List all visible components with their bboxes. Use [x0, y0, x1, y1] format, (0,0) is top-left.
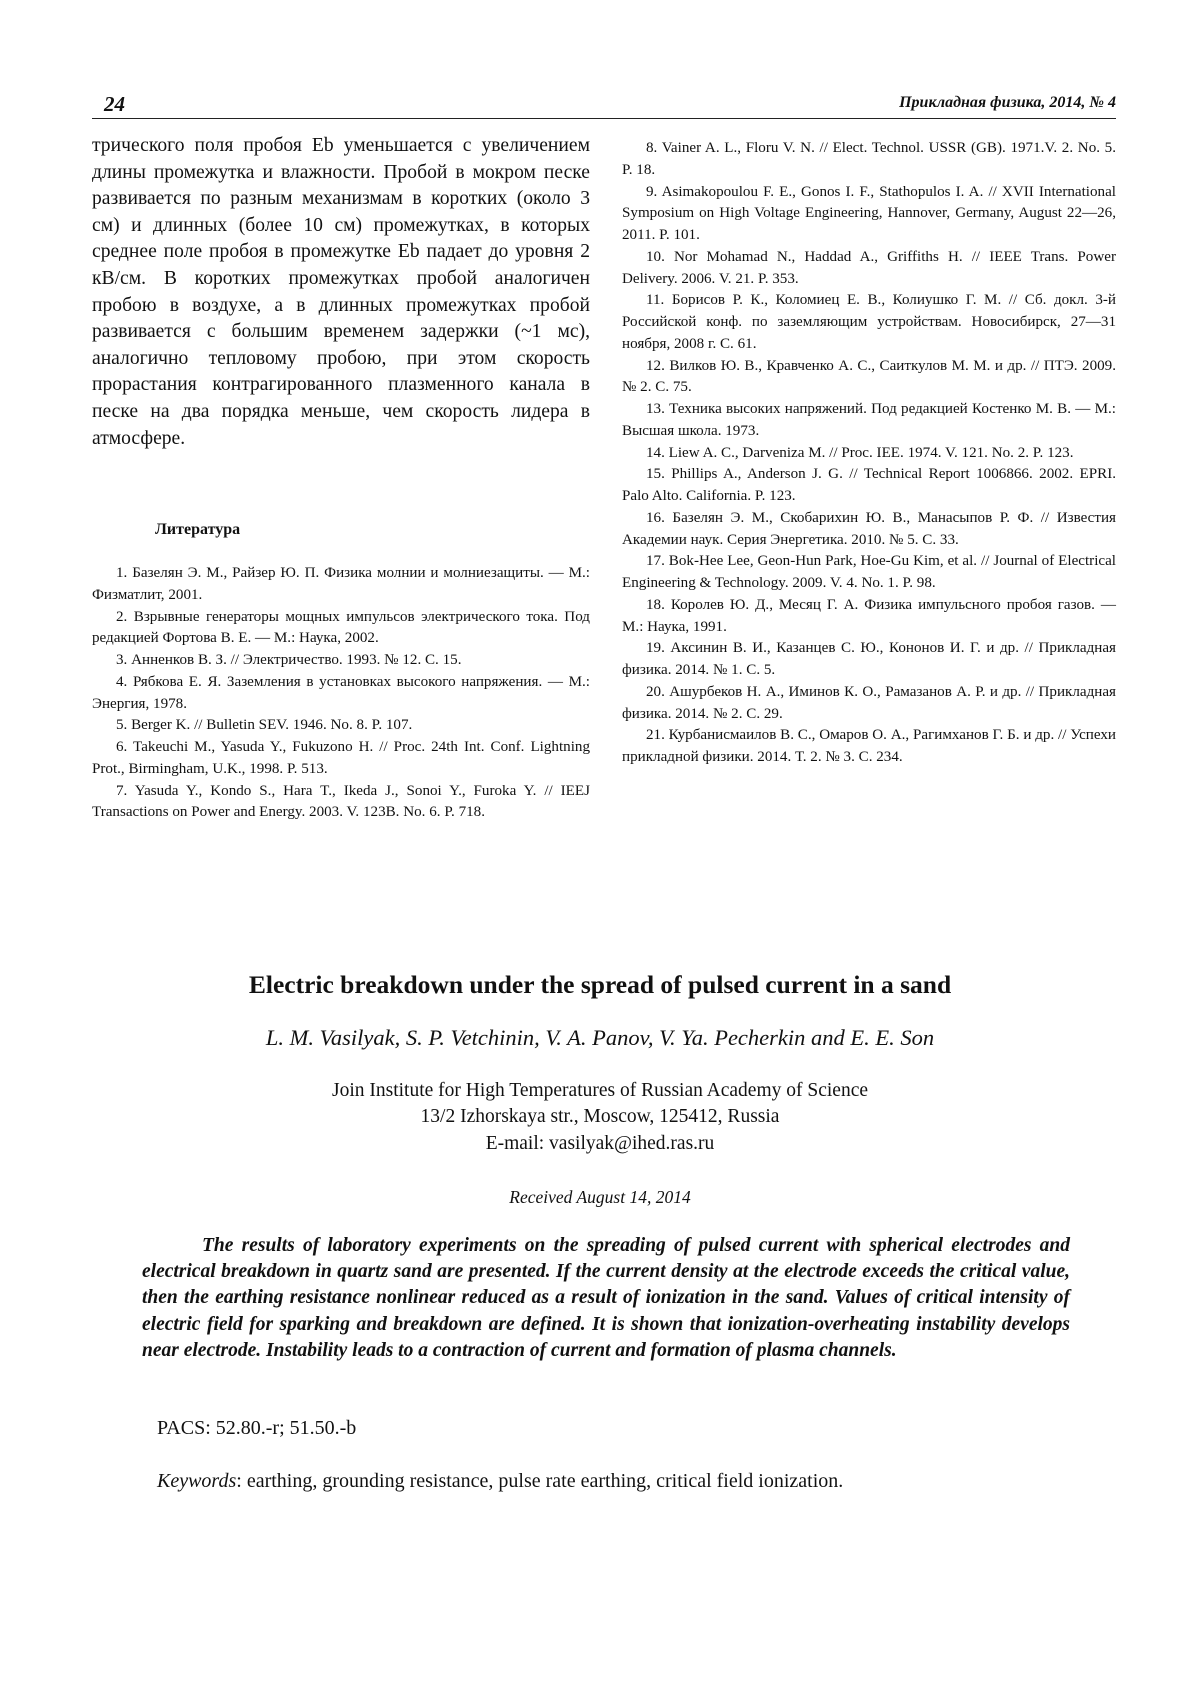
- pacs-codes: PACS: 52.80.-r; 51.50.-b: [157, 1417, 357, 1439]
- reference-item: 2. Взрывные генераторы мощных импульсов электрического тока. Под редакцией Фортова В. Е. — М.: Наука, 2002.: [92, 608, 590, 647]
- body-text-paragraph: трического поля пробоя Eb уменьшается с увеличением длины промежутка и влажности. Пробой в мокром песке развивается по разным механизмам в коротких (около 3 см) и длинных (более 10 см) промежутках, в которых среднее поле пробоя в промежутке Eb падает до уровня 2 кВ/см. В коротких промежутках пробой аналогичен пробою в воздухе, а в длинных промежутках пробой развивается с большим временем задержки (~1 мс), аналогично тепловому пробою, при этом скорость прорастания контрагированного плазменного канала в песке на два порядка меньше, чем скорость лидера в атмосфере.: [92, 135, 590, 449]
- reference-list-left: [92, 563, 590, 824]
- reference-item: 19. Аксинин В. И., Казанцев С. Ю., Кононов И. Г. и др. // Прикладная физика. 2014. № 1. С. 5.: [622, 640, 1116, 678]
- english-title: Electric breakdown under the spread of pulsed current in a sand: [248, 970, 952, 999]
- reference-item: 11. Борисов Р. К., Коломиец Е. В., Колиушко Г. М. // Сб. докл. 3-й Российской конф. по заземляющим устройствам. Новосибирск, 27—31 ноября, 2008 г. С. 61.: [622, 292, 1116, 352]
- received-date: Received August 14, 2014: [509, 1187, 691, 1207]
- running-header: [92, 90, 1116, 119]
- reference-item: 3. Анненков В. З. // Электричество. 1993. № 12. С. 15.: [116, 652, 462, 668]
- affiliation-email: E-mail: vasilyak@ihed.ras.ru: [485, 1132, 715, 1154]
- reference-item: 18. Королев Ю. Д., Месяц Г. А. Физика импульсного пробоя газов. — М.: Наука, 1991.: [622, 596, 1116, 635]
- page-number: 24: [104, 92, 125, 116]
- reference-item: 13. Техника высоких напряжений. Под редакцией Костенко М. В. — М.: Высшая школа. 1973.: [622, 401, 1116, 439]
- references-heading: Литература: [155, 521, 241, 538]
- reference-list-right: [622, 138, 1116, 769]
- reference-item: 8. Vainer A. L., Floru V. N. // Elect. Technol. USSR (GB). 1971.V. 2. No. 5. P. 18.: [622, 140, 1116, 178]
- reference-item: 16. Базелян Э. М., Скобарихин Ю. В., Манасыпов Р. Ф. // Известия Академии наук. Серия Энергетика. 2010. № 5. С. 33.: [622, 509, 1116, 548]
- keywords-line: [157, 1470, 843, 1493]
- journal-name: Прикладная физика, 2014, № 4: [899, 94, 1116, 111]
- keywords-text: : earthing, grounding resistance, pulse rate earthing, critical field ionization.: [236, 1470, 844, 1492]
- reference-item: 21. Курбанисмаилов В. С., Омаров О. А., Рагимханов Г. Б. и др. // Успехи прикладной физики. 2014. Т. 2. № 3. С. 234.: [622, 727, 1116, 765]
- reference-item: 15. Phillips A., Anderson J. G. // Technical Report 1006866. 2002. EPRI. Palo Alto. California. P. 123.: [622, 466, 1116, 504]
- reference-item: 14. Liew A. C., Darveniza M. // Proc. IEE. 1974. V. 121. No. 2. P. 123.: [646, 444, 1074, 461]
- keywords-label: Keywords: [157, 1470, 237, 1492]
- abstract: The results of laboratory experiments on the spreading of pulsed current with spherical electrodes and electrical breakdown in quartz sand are presented. If the current density at the electrode exceeds the critical value, then the earthing resistance nonlinear reduced as a result of ionization in the sand. Values of critical intensity of electric field for sparking and breakdown are defined. It is shown that ionization-overheating instability develops near electrode. Instability leads to a contraction of current and formation of plasma channels.: [142, 1235, 1070, 1361]
- reference-item: 12. Вилков Ю. В., Кравченко А. С., Саиткулов М. М. и др. // ПТЭ. 2009. № 2. С. 75.: [622, 357, 1116, 396]
- reference-item: 10. Nor Mohamad N., Haddad A., Griffiths H. // IEEE Trans. Power Delivery. 2006. V. 21. P. 353.: [622, 248, 1116, 287]
- reference-item: 20. Ашурбеков Н. А., Иминов К. О., Рамазанов А. Р. и др. // Прикладная физика. 2014. № 2. С. 29.: [622, 683, 1116, 722]
- reference-item: 7. Yasuda Y., Kondo S., Hara T., Ikeda J., Sonoi Y., Furoka Y. // IEEJ Transactions on Power and Energy. 2003. V. 123B. No. 6. P. 718.: [92, 782, 590, 821]
- reference-item: 6. Takeuchi M., Yasuda Y., Fukuzono H. // Proc. 24th Int. Conf. Lightning Prot., Birmingham, U.K., 1998. P. 513.: [92, 739, 590, 777]
- reference-item: 1. Базелян Э. М., Райзер Ю. П. Физика молнии и молниезащиты. — М.: Физматлит, 2001.: [92, 565, 590, 603]
- reference-item: 5. Berger K. // Bulletin SEV. 1946. No. 8. P. 107.: [116, 717, 413, 734]
- english-authors: L. M. Vasilyak, S. P. Vetchinin, V. A. Panov, V. Ya. Pecherkin and E. E. Son: [265, 1025, 935, 1050]
- affiliation-block: [0, 1078, 1200, 1157]
- affiliation-institute: Join Institute for High Temperatures of Russian Academy of Science: [331, 1080, 869, 1101]
- reference-item: 9. Asimakopoulou F. E., Gonos I. F., Stathopulos I. A. // XVII International Symposium on High Voltage Engineering, Hannover, Germany, August 22—26, 2011. P. 101.: [622, 183, 1116, 243]
- affiliation-address: 13/2 Izhorskaya str., Moscow, 125412, Russia: [420, 1106, 780, 1128]
- reference-item: 4. Рябкова Е. Я. Заземления в установках высокого напряжения. — М.: Энергия, 1978.: [92, 673, 590, 712]
- reference-item: 17. Bok-Hee Lee, Geon-Hun Park, Hoe-Gu Kim, et al. // Journal of Electrical Engineering & Technology. 2009. V. 4. No. 1. P. 98.: [622, 553, 1116, 591]
